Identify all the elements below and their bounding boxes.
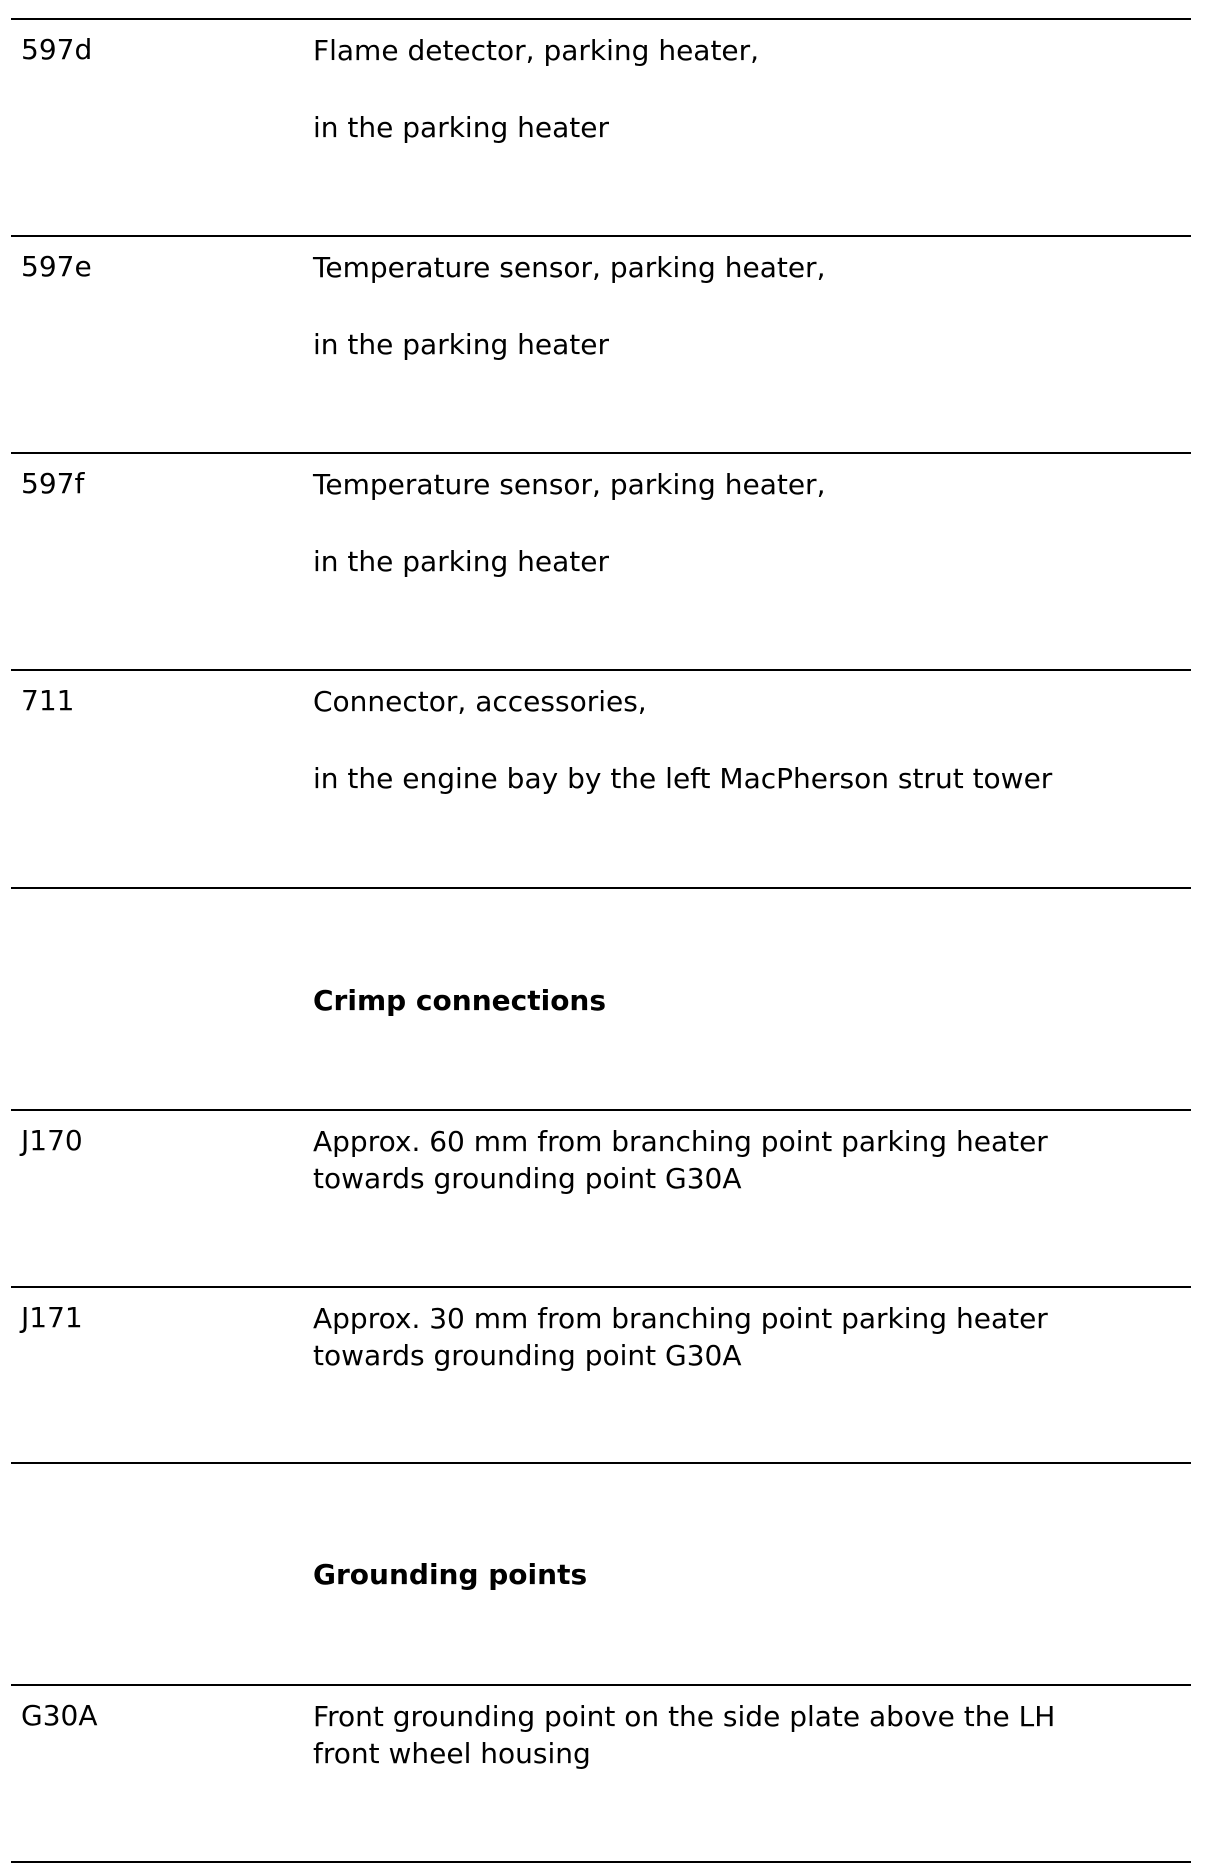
description-line: Approx. 60 mm from branching point parking heater bbox=[313, 1125, 1048, 1158]
description-line: in the parking heater bbox=[313, 545, 609, 578]
table-divider bbox=[11, 1861, 1191, 1863]
table-divider bbox=[11, 1286, 1191, 1288]
entry-description bbox=[313, 466, 1183, 580]
description-line: in the parking heater bbox=[313, 111, 609, 144]
table-divider bbox=[11, 235, 1191, 237]
entry-code: G30A bbox=[21, 1699, 98, 1732]
table-divider bbox=[11, 669, 1191, 671]
entry-code: J171 bbox=[21, 1301, 83, 1334]
entry-description bbox=[313, 1698, 1183, 1772]
table-divider bbox=[11, 1462, 1191, 1464]
section-heading: Grounding points bbox=[313, 1558, 588, 1591]
entry-description bbox=[313, 683, 1183, 797]
entry-description bbox=[313, 1123, 1183, 1197]
entry-description bbox=[313, 32, 1183, 146]
description-line: Connector, accessories, bbox=[313, 685, 647, 718]
description-line: towards grounding point G30A bbox=[313, 1162, 742, 1195]
entry-description bbox=[313, 249, 1183, 363]
entry-description bbox=[313, 1300, 1183, 1374]
entry-code: 711 bbox=[21, 684, 75, 717]
entry-code: 597d bbox=[21, 33, 93, 66]
description-line: Flame detector, parking heater, bbox=[313, 34, 760, 67]
description-line: towards grounding point G30A bbox=[313, 1339, 742, 1372]
description-line: Approx. 30 mm from branching point parking heater bbox=[313, 1302, 1048, 1335]
description-line: Front grounding point on the side plate above the LH bbox=[313, 1700, 1056, 1733]
table-divider bbox=[11, 1684, 1191, 1686]
description-line: front wheel housing bbox=[313, 1737, 591, 1770]
description-line: Temperature sensor, parking heater, bbox=[313, 468, 826, 501]
table-divider bbox=[11, 452, 1191, 454]
table-divider bbox=[11, 18, 1191, 20]
description-line: in the parking heater bbox=[313, 328, 609, 361]
table-divider bbox=[11, 1109, 1191, 1111]
description-line: Temperature sensor, parking heater, bbox=[313, 251, 826, 284]
entry-code: 597f bbox=[21, 467, 85, 500]
entry-code: 597e bbox=[21, 250, 92, 283]
entry-code: J170 bbox=[21, 1124, 83, 1157]
description-line: in the engine bay by the left MacPherson strut tower bbox=[313, 762, 1053, 795]
section-heading: Crimp connections bbox=[313, 984, 607, 1017]
table-divider bbox=[11, 887, 1191, 889]
